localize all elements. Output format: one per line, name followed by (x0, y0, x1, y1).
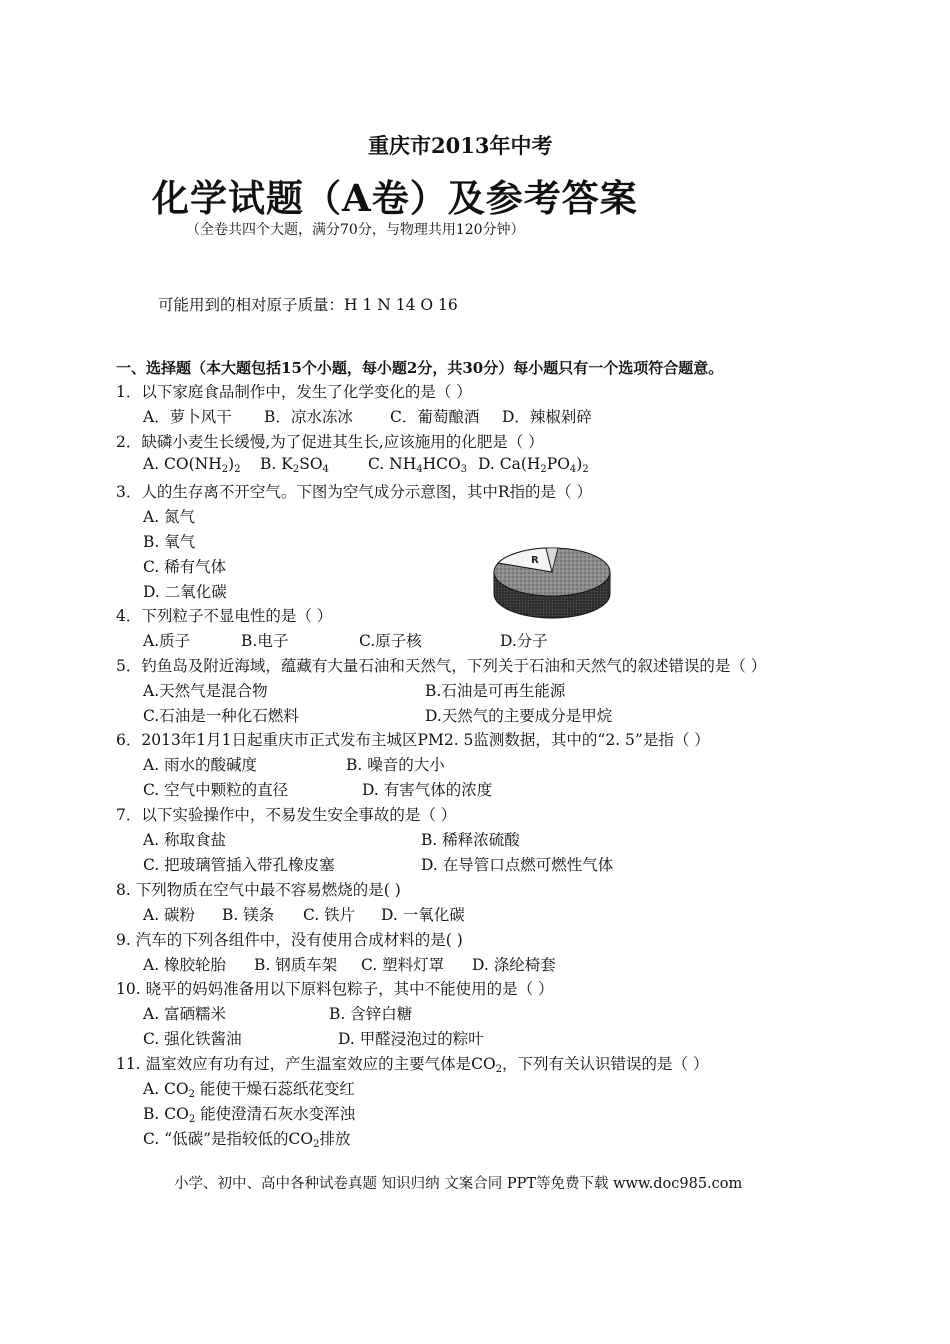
q10-option-b: B. 含锌白糖 (329, 1005, 413, 1023)
q11-c-part: 排放 (319, 1130, 351, 1148)
q2-c-part: C. NH (368, 455, 417, 473)
q8-option-d: D. 一氧化碳 (381, 906, 465, 924)
q6-option-a: A. 雨水的酸碱度 (143, 756, 258, 774)
q5-option-b: B.石油是可再生能源 (425, 682, 566, 700)
q4-option-c: C.原子核 (359, 632, 422, 650)
exam-title: 重庆市2013年中考 (368, 133, 553, 158)
q2-d-sub: 2 (540, 464, 547, 475)
q11-b-part: 能使澄清石灰水变浑浊 (195, 1105, 356, 1123)
q2-d-part: D. Ca(H (478, 455, 541, 473)
q2-option-a (143, 455, 241, 473)
q11-option-c (143, 1127, 350, 1149)
q1-option-a: A．萝卜风干 (143, 408, 232, 426)
q2-c-part: HCO (422, 455, 461, 473)
q2-d-part: PO (546, 455, 570, 473)
q2-c-sub: 4 (416, 464, 423, 475)
q9-option-a: A. 橡胶轮胎 (143, 956, 227, 974)
q2-b-sub: 4 (322, 464, 329, 475)
q2-a-part: A. CO(NH (143, 455, 222, 473)
q9-option-d: D. 涤纶椅套 (472, 956, 556, 974)
q10-option-a: A. 富硒糯米 (143, 1005, 227, 1023)
q2-a-part: ) (228, 455, 235, 473)
q11-b-part: B. CO (143, 1105, 189, 1123)
q5-option-a: A.天然气是混合物 (143, 682, 268, 700)
q10-option-d: D. 甲醛浸泡过的粽叶 (338, 1030, 484, 1048)
pie-label-r: R (531, 555, 539, 566)
atomic-mass-info: 可能用到的相对原子质量：H 1 N 14 O 16 (158, 296, 458, 314)
air-composition-pie (488, 536, 618, 624)
q3-option-d: D. 二氧化碳 (143, 583, 227, 601)
q1-option-c: C．葡萄酿酒 (390, 408, 480, 426)
q6-option-d: D. 有害气体的浓度 (362, 781, 493, 799)
q11-b-sub: 2 (188, 1114, 196, 1125)
q7-option-c: C. 把玻璃管插入带孔橡皮塞 (143, 856, 335, 874)
q2-option-d (478, 455, 589, 473)
q2-a-sub: 2 (221, 464, 229, 475)
q11-stem-sub: 2 (495, 1064, 503, 1075)
q2-option-b (260, 455, 329, 473)
q2-b-part: B. K (260, 455, 293, 473)
q11-stem-part: ，下列有关认识错误的是（ ） (502, 1055, 709, 1073)
q11-option-b (143, 1102, 355, 1124)
q3-option-c: C. 稀有气体 (143, 558, 227, 576)
q4-option-a: A.质子 (143, 632, 191, 650)
q11-stem-part: 11. 温室效应有功有过，产生温室效应的主要气体是CO (116, 1055, 496, 1073)
q11-c-part: C. “低碳”是指较低的CO (143, 1130, 314, 1148)
q8-option-b: B. 镁条 (222, 906, 275, 924)
question-7-stem: 7．以下实验操作中，不易发生安全事故的是（ ） (116, 806, 457, 824)
page-title: 化学试题（A卷）及参考答案 (152, 176, 638, 220)
question-5-stem: 5．钓鱼岛及附近海域，蕴藏有大量石油和天然气，下列关于石油和天然气的叙述错误的是（ ） (116, 657, 767, 675)
section-heading: 一、选择题（本大题包括15个小题，每小题2分，共30分）每小题只有一个选项符合题意。 (116, 359, 724, 377)
q7-option-a: A. 称取食盐 (143, 831, 227, 849)
q2-b-part: SO (299, 455, 323, 473)
question-2-stem: 2．缺磷小麦生长缓慢,为了促进其生长,应该施用的化肥是（ ） (116, 433, 544, 451)
q9-option-c: C. 塑料灯罩 (361, 956, 445, 974)
q1-option-b: B．凉水冻冰 (264, 408, 353, 426)
question-9-stem: 9. 汽车的下列各组件中，没有使用合成材料的是( ) (116, 931, 463, 949)
q2-a-sub: 2 (234, 464, 241, 475)
q3-option-b: B. 氧气 (143, 533, 196, 551)
q9-option-b: B. 钢质车架 (254, 956, 338, 974)
q2-d-sub: 4 (569, 464, 577, 475)
q11-option-a (143, 1077, 355, 1099)
exam-note: （全卷共四个大题，满分70分，与物理共用120分钟） (186, 222, 525, 238)
page-footer: 小学、初中、高中各种试卷真题 知识归纳 文案合同 PPT等免费下载 www.doc985.com (174, 1176, 743, 1192)
q6-option-b: B. 噪音的大小 (346, 756, 445, 774)
q7-option-b: B. 稀释浓硫酸 (421, 831, 520, 849)
q4-option-d: D.分子 (500, 632, 548, 650)
q3-option-a: A. 氮气 (143, 508, 196, 526)
q5-option-c: C.石油是一种化石燃料 (143, 707, 299, 725)
q8-option-a: A. 碳粉 (143, 906, 196, 924)
question-10-stem: 10. 晓平的妈妈准备用以下原料包粽子，其中不能使用的是（ ） (116, 980, 554, 998)
q2-b-sub: 2 (292, 464, 300, 475)
question-3-stem: 3．人的生存离不开空气。下图为空气成分示意图，其中R指的是（ ） (116, 483, 592, 501)
q2-d-part: ) (576, 455, 583, 473)
q8-option-c: C. 铁片 (303, 906, 356, 924)
q11-a-part: 能使干燥石蕊纸花变红 (195, 1080, 355, 1098)
question-11-stem (116, 1052, 708, 1074)
q2-c-sub: 3 (460, 464, 468, 475)
question-8-stem: 8. 下列物质在空气中最不容易燃烧的是( ) (116, 881, 401, 899)
q11-a-sub: 2 (188, 1089, 195, 1100)
q10-option-c: C. 强化铁酱油 (143, 1030, 242, 1048)
q7-option-d: D. 在导管口点燃可燃性气体 (421, 856, 614, 874)
question-6-stem: 6．2013年1月1日起重庆市正式发布主城区PM2. 5监测数据，其中的“2. 5”是指（ ） (116, 731, 710, 749)
q11-a-part: A. CO (143, 1080, 189, 1098)
q1-option-d: D．辣椒剁碎 (502, 408, 592, 426)
question-4-stem: 4．下列粒子不显电性的是（ ） (116, 607, 333, 625)
q2-d-sub: 2 (582, 464, 589, 475)
question-1-stem: 1．以下家庭食品制作中，发生了化学变化的是（ ） (116, 383, 472, 401)
q4-option-b: B.电子 (241, 632, 289, 650)
q11-c-sub: 2 (313, 1139, 320, 1150)
q5-option-d: D.天然气的主要成分是甲烷 (425, 707, 613, 725)
q2-option-c (368, 455, 467, 473)
q6-option-c: C. 空气中颗粒的直径 (143, 781, 289, 799)
